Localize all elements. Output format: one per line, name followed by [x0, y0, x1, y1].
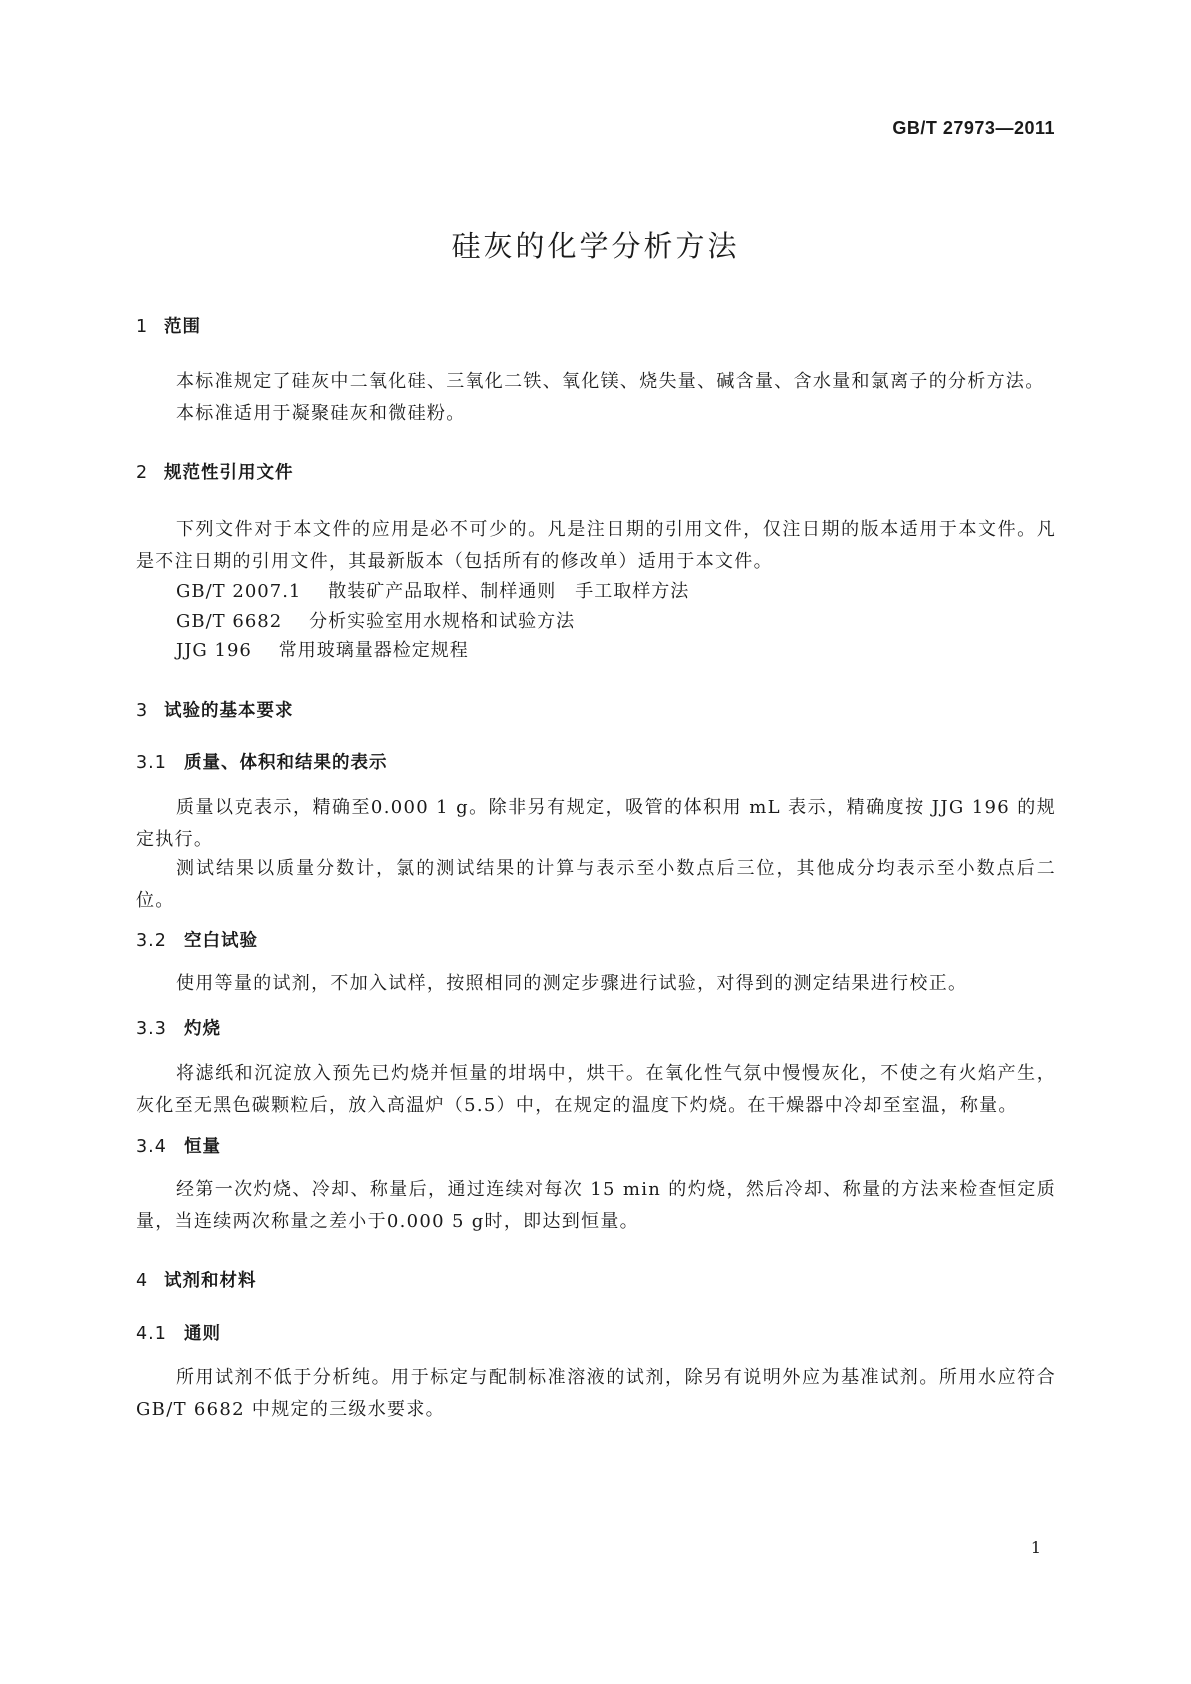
subsection-heading-3-2 [136, 930, 258, 952]
paragraph: 将滤纸和沉淀放入预先已灼烧并恒量的坩埚中，烘干。在氧化性气氛中慢慢灰化，不使之有火焰产生，灰化至无黑色碳颗粒后，放入高温炉（5.5）中，在规定的温度下灼烧。在干燥器中冷却至室温，称量。 [136, 1063, 1056, 1116]
reference-item [176, 607, 575, 637]
paragraph: 所用试剂不低于分析纯。用于标定与配制标准溶液的试剂，除另有说明外应为基准试剂。所用水应符合 GB/T 6682 中规定的三级水要求。 [136, 1367, 1056, 1420]
reference-item [176, 577, 689, 607]
paragraph: 本标准适用于凝聚硅灰和微硅粉。 [176, 403, 466, 424]
subsection-heading-3-1 [136, 752, 388, 774]
subsection-number: 3.4 [136, 1137, 167, 1157]
subsection-heading-4-1 [136, 1323, 221, 1345]
reference-code: GB/T 2007.1 [176, 581, 302, 602]
subsection-title: 恒量 [184, 1137, 221, 1157]
subsection-number: 3.3 [136, 1019, 167, 1039]
subsection-number: 3.2 [136, 931, 167, 951]
reference-title: 常用玻璃量器检定规程 [278, 640, 469, 661]
paragraph: 使用等量的试剂，不加入试样，按照相同的测定步骤进行试验，对得到的测定结果进行校正。 [176, 973, 968, 994]
section-number: 2 [136, 463, 149, 483]
subsection-title: 质量、体积和结果的表示 [184, 753, 388, 773]
subsection-number: 4.1 [136, 1324, 167, 1344]
section-heading-4 [136, 1270, 257, 1292]
subsection-heading-3-4 [136, 1136, 221, 1158]
reference-code: JJG 196 [176, 640, 252, 661]
reference-item [176, 636, 469, 666]
subsection-heading-3-3 [136, 1018, 221, 1040]
section-title: 范围 [164, 317, 201, 337]
section-heading-1 [136, 316, 201, 338]
reference-title: 散装矿产品取样、制样通则 手工取样方法 [328, 581, 690, 602]
paragraph: 经第一次灼烧、冷却、称量后，通过连续对每次 15 min 的灼烧，然后冷却、称量的方法来检查恒定质量，当连续两次称量之差小于0.000 5 g时，即达到恒量。 [136, 1179, 1056, 1232]
reference-title: 分析实验室用水规格和试验方法 [309, 611, 576, 632]
section-title: 规范性引用文件 [164, 463, 294, 483]
section-number: 3 [136, 701, 149, 721]
paragraph: 下列文件对于本文件的应用是必不可少的。凡是注日期的引用文件，仅注日期的版本适用于本文件。凡是不注日期的引用文件，其最新版本（包括所有的修改单）适用于本文件。 [136, 519, 1056, 572]
page-number: 1 [1030, 1538, 1041, 1557]
document-title: 硅灰的化学分析方法 [451, 229, 740, 263]
subsection-title: 空白试验 [184, 931, 258, 951]
section-heading-2 [136, 462, 294, 484]
subsection-number: 3.1 [136, 753, 167, 773]
subsection-title: 通则 [184, 1324, 221, 1344]
document-code: GB/T 27973—2011 [892, 118, 1055, 138]
reference-code: GB/T 6682 [176, 611, 283, 632]
section-number: 4 [136, 1271, 149, 1291]
paragraph: 测试结果以质量分数计，氯的测试结果的计算与表示至小数点后三位，其他成分均表示至小数点后二位。 [136, 858, 1056, 911]
paragraph: 本标准规定了硅灰中二氧化硅、三氧化二铁、氧化镁、烧失量、碱含量、含水量和氯离子的分析方法。 [176, 371, 1045, 392]
section-title: 试验的基本要求 [164, 701, 294, 721]
section-number: 1 [136, 317, 149, 337]
section-title: 试剂和材料 [164, 1271, 257, 1291]
subsection-title: 灼烧 [184, 1019, 221, 1039]
section-heading-3 [136, 700, 294, 722]
paragraph: 质量以克表示，精确至0.000 1 g。除非另有规定，吸管的体积用 mL 表示，精确度按 JJG 196 的规定执行。 [136, 797, 1056, 850]
